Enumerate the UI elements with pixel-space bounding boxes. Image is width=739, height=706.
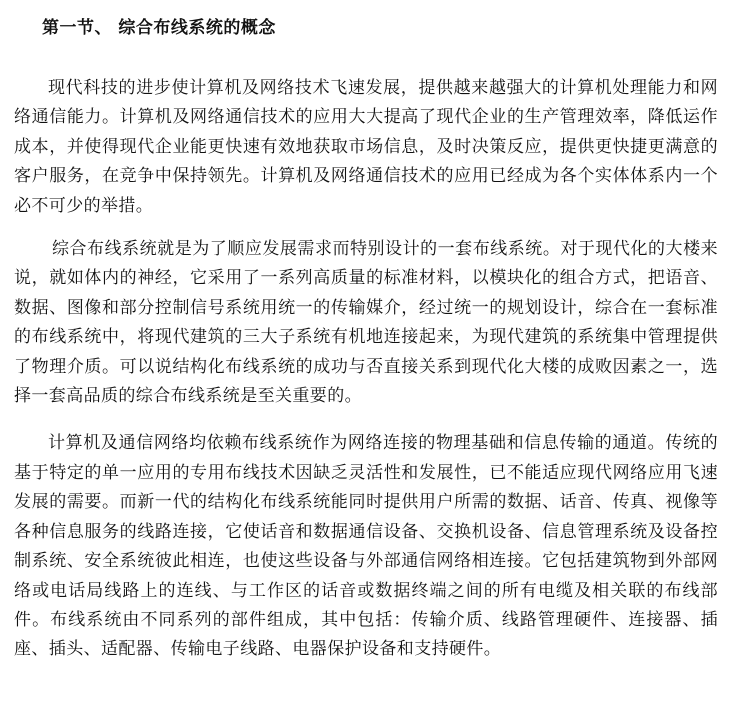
section-heading: 第一节、 综合布线系统的概念 [42, 18, 276, 38]
document-page [14, 0, 718, 665]
paragraph-1: 现代科技的进步使计算机及网络技术飞速发展，提供越来越强大的计算机处理能力和网络通信能力。计算机及网络通信技术的应用大大提高了现代企业的生产管理效率，降低运作成本，并使得现代企业能更快速有效地获取市场信息，及时决策反应，提供更快捷更满意的客户服务，在竞争中保持领先。计算机及网络通信技术的应用已经成为各个实体体系内一个必不可少的举措。 [14, 78, 718, 216]
paragraph-2: 综合布线系统就是为了顺应发展需求而特别设计的一套布线系统。对于现代化的大楼来说，就如体内的神经，它采用了一系列高质量的标准材料，以模块化的组合方式，把语音、数据、图像和部分控制信号系统用统一的传输媒介，经过统一的规划设计，综合在一套标准的布线系统中，将现代建筑的三大子系统有机地连接起来，为现代建筑的系统集中管理提供了物理介质。可以说结构化布线系统的成功与否直接关系到现代化大楼的成败因素之一，选择一套高品质的综合布线系统是至关重要的。 [14, 239, 718, 407]
paragraph-3: 计算机及通信网络均依赖布线系统作为网络连接的物理基础和信息传输的通道。传统的基于特定的单一应用的专用布线技术因缺乏灵活性和发展性，已不能适应现代网络应用飞速发展的需要。而新一代的结构化布线系统能同时提供用户所需的数据、话音、传真、视像等各种信息服务的线路连接，它使话音和数据通信设备、交换机设备、信息管理系统及设备控制系统、安全系统彼此相连，也使这些设备与外部通信网络相连接。它包括建筑物到外部网络或电话局线路上的连线、与工作区的话音或数据终端之间的所有电缆及相关联的布线部件。布线系统由不同系列的部件组成，其中包括：传输介质、线路管理硬件、连接器、插座、插头、适配器、传输电子线路、电器保护设备和支持硬件。 [14, 433, 718, 660]
